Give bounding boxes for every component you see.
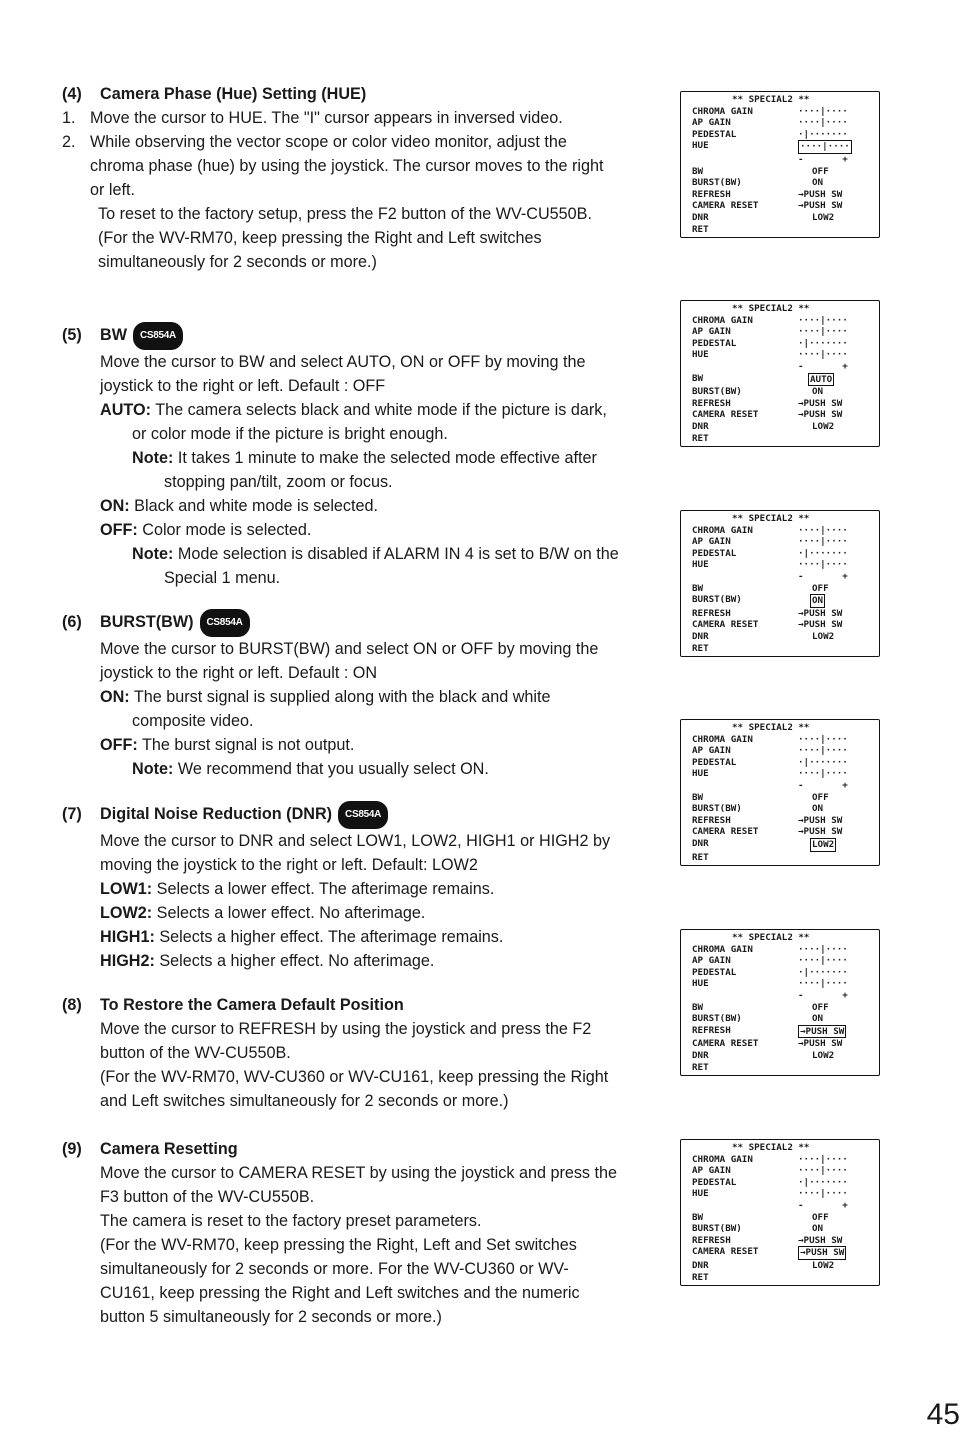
menu-cell: AP GAIN — [692, 326, 731, 338]
menu-cell: ····|···· — [798, 955, 848, 967]
menu-cell: ON — [812, 1013, 824, 1025]
menu-row — [692, 326, 879, 338]
menu-row — [692, 386, 879, 398]
menu-value-burst-on: ON — [812, 595, 824, 607]
menu-cell: →PUSH SW — [798, 826, 843, 838]
menu-cell: OFF — [812, 582, 829, 594]
reset-rm70: (For the WV-RM70, keep pressing the Right, Left and Set switches simultaneously for 2 seconds or more. For the WV-CU360 or WV-CU161, keep pressing the Right and Left switches and the numeric button 5 simultaneously for 2 seconds or more.) — [100, 1236, 580, 1326]
menu-cell — [692, 361, 798, 373]
menu-cell: BW — [692, 165, 704, 177]
menu-cell: OFF — [812, 1211, 829, 1223]
menu-row-hue — [692, 140, 879, 154]
menu-cell: LOW2 — [812, 1049, 835, 1061]
menu-cell: LOW2 — [812, 630, 835, 642]
section-reset — [62, 1137, 622, 1329]
section-burst — [62, 609, 622, 781]
menu-row — [692, 536, 879, 548]
menu-special2-camreset — [680, 1139, 880, 1286]
menu-cell: PEDESTAL — [692, 756, 737, 768]
step-2: 2. While observing the vector scope or color video monitor, adjust the chroma phase (hue) by using the joystick. The cursor moves to the right or left. — [62, 133, 604, 199]
menu-cell: - + — [798, 989, 848, 1001]
reset-text-2: The camera is reset to the factory preset parameters. — [100, 1212, 482, 1230]
menu-cell: ** SPECIAL2 ** — [732, 932, 810, 943]
menu-cell: ····|···· — [798, 536, 848, 548]
menu-row — [692, 1062, 879, 1074]
menu-row-apgain — [692, 117, 879, 129]
menu-cell: BURST(BW) — [692, 803, 742, 815]
menu-cell: ** SPECIAL2 ** — [732, 1142, 810, 1153]
menu-row — [692, 338, 879, 350]
menu-row — [692, 1025, 879, 1039]
refresh-text: Move the cursor to REFRESH by using the joystick and press the F2 button of the WV-CU550B. — [100, 1020, 592, 1062]
menu-cell: ····|···· — [798, 733, 848, 745]
menu-cell: RET — [692, 223, 709, 235]
menu-cell: DNR — [692, 630, 709, 642]
menu-row — [692, 433, 879, 445]
menu-cell: BW — [692, 791, 704, 803]
menu-row — [692, 944, 879, 956]
menu-cell: - + — [798, 153, 848, 165]
menu-cell: →PUSH SW — [798, 1038, 843, 1050]
menu-row — [692, 1002, 879, 1014]
menu-row — [692, 990, 879, 1002]
menu-row — [692, 631, 879, 643]
menu-cell: PEDESTAL — [692, 128, 737, 140]
reset-text: Move the cursor to CAMERA RESET by using the joystick and press the F3 button of the WV-CU550B. — [100, 1164, 618, 1206]
menu-cell: BURST(BW) — [692, 177, 742, 189]
bw-note-1: Note: It takes 1 minute to make the selected mode effective after stopping pan/tilt, zoom or focus. — [132, 449, 597, 491]
menu-row — [692, 1165, 879, 1177]
menu-row — [692, 838, 879, 852]
section-bw — [62, 322, 622, 590]
menu-cell: CHROMA GAIN — [692, 105, 753, 117]
menu-cell: HUE — [692, 1188, 709, 1200]
bw-on: ON: Black and white mode is selected. — [100, 497, 379, 515]
menu-cell: CHROMA GAIN — [692, 943, 753, 955]
menu-cell: CHROMA GAIN — [692, 733, 753, 745]
menu-row — [692, 1212, 879, 1224]
menu-cell: ····|···· — [798, 1153, 848, 1165]
menu-cell: ·|······· — [798, 547, 848, 559]
section-hue — [62, 82, 622, 274]
menu-row — [692, 815, 879, 827]
menu-cell: →PUSH SW — [798, 619, 843, 631]
menu-cell: BW — [692, 1001, 704, 1013]
menu-row — [692, 349, 879, 361]
section-refresh — [62, 993, 622, 1113]
menu-row-dnr — [692, 212, 879, 224]
menu-cell: BW — [692, 582, 704, 594]
menu-value-camreset-push: →PUSH SW — [800, 1247, 845, 1259]
menu-value-dnr-low2: LOW2 — [812, 838, 835, 850]
menu-cell: HUE — [692, 978, 709, 990]
menu-row — [692, 608, 879, 620]
hue-reset-text: To reset to the factory setup, press the F2 button of the WV-CU550B. — [98, 205, 592, 223]
menu-cell: BURST(BW) — [692, 594, 742, 606]
burst-on: ON: The burst signal is supplied along with the black and white composite video. — [100, 688, 551, 730]
menu-row — [692, 421, 879, 433]
menu-cell: →PUSH SW — [798, 409, 843, 421]
menu-cell: DNR — [692, 211, 709, 223]
menu-cell: - + — [798, 360, 848, 372]
heading-refresh: (8) To Restore the Camera Default Position — [62, 996, 404, 1014]
menu-row — [692, 594, 879, 608]
menu-row — [692, 1200, 879, 1212]
menu-cell: AP GAIN — [692, 955, 731, 967]
menu-cell: PEDESTAL — [692, 966, 737, 978]
menu-cell: CAMERA RESET — [692, 619, 759, 631]
bw-auto: AUTO: The camera selects black and white mode if the picture is dark, or color mode if the picture is bright enough. — [100, 401, 607, 443]
menu-cell: HUE — [692, 140, 709, 152]
menu-cell: →PUSH SW — [798, 188, 843, 200]
menu-row-chroma — [692, 106, 879, 118]
menu-cell: HUE — [692, 349, 709, 361]
menu-cell: AP GAIN — [692, 745, 731, 757]
menu-row — [692, 1013, 879, 1025]
model-badge: CS854A — [200, 609, 250, 637]
menu-value-refresh-push: →PUSH SW — [800, 1025, 845, 1037]
menu-row — [692, 1154, 879, 1166]
menu-cell: BW — [692, 1211, 704, 1223]
menu-cell: OFF — [812, 791, 829, 803]
bw-note-2: Note: Mode selection is disabled if ALARM IN 4 is set to B/W on the Special 1 menu. — [132, 545, 619, 587]
menu-row — [692, 978, 879, 990]
menu-value-bw-auto: AUTO — [810, 373, 833, 385]
menu-cell: - + — [798, 1199, 848, 1211]
menu-special2-dnr — [680, 719, 880, 866]
menu-row — [692, 559, 879, 571]
menu-row — [692, 643, 879, 655]
burst-off: OFF: The burst signal is not output. — [100, 736, 355, 754]
menu-cell: DNR — [692, 837, 709, 849]
menu-row — [692, 1038, 879, 1050]
section-dnr — [62, 801, 622, 973]
menu-cell: CAMERA RESET — [692, 826, 759, 838]
menu-row — [692, 525, 879, 537]
menu-row-ret — [692, 224, 879, 236]
menu-cell: CAMERA RESET — [692, 200, 759, 212]
menu-cell: →PUSH SW — [798, 814, 843, 826]
menu-cell: →PUSH SW — [798, 1234, 843, 1246]
menu-row — [692, 852, 879, 864]
menu-cell: CAMERA RESET — [692, 1038, 759, 1050]
refresh-rm70: (For the WV-RM70, WV-CU360 or WV-CU161, keep pressing the Right and Left switches simultaneously for 2 seconds or more.) — [100, 1068, 609, 1110]
menu-cell: CAMERA RESET — [692, 1246, 759, 1258]
menu-row — [692, 1246, 879, 1260]
menu-cell: ····|···· — [798, 745, 848, 757]
menu-row — [692, 780, 879, 792]
menu-cell: BURST(BW) — [692, 386, 742, 398]
dnr-intro: Move the cursor to DNR and select LOW1, LOW2, HIGH1 or HIGH2 by moving the joystick to the right or left. Default: LOW2 — [100, 832, 611, 874]
heading-burst: (6) BURST(BW) CS854A — [62, 609, 622, 637]
menu-cell: REFRESH — [692, 188, 731, 200]
menu-row — [692, 409, 879, 421]
menu-cell: LOW2 — [812, 1259, 835, 1271]
menu-cell: REFRESH — [692, 1234, 731, 1246]
menu-cell: RET — [692, 1271, 709, 1283]
menu-cell: ·|······· — [798, 1176, 848, 1188]
menu-cell: CHROMA GAIN — [692, 524, 753, 536]
menu-row — [692, 1177, 879, 1189]
menu-row — [692, 1235, 879, 1247]
menu-row — [692, 768, 879, 780]
menu-cell — [692, 1200, 798, 1212]
menu-row — [692, 1188, 879, 1200]
menu-cell: RET — [692, 1061, 709, 1073]
menu-cell: ·|······· — [798, 128, 848, 140]
menu-cell: REFRESH — [692, 607, 731, 619]
menu-special2-hue — [680, 91, 880, 238]
menu-cell: ····|···· — [798, 978, 848, 990]
menu-cell: PEDESTAL — [692, 1176, 737, 1188]
menu-cell: CAMERA RESET — [692, 409, 759, 421]
menu-cell: ····|···· — [798, 105, 848, 117]
menu-cell: ····|···· — [800, 141, 850, 153]
menu-row-refresh — [692, 189, 879, 201]
menu-cell: ····|···· — [798, 524, 848, 536]
menu-row — [692, 1223, 879, 1235]
menu-row — [692, 734, 879, 746]
menu-cell: ····|···· — [798, 349, 848, 361]
menu-cell: ON — [812, 386, 824, 398]
menu-cell: ····|···· — [798, 117, 848, 129]
menu-cell: PEDESTAL — [692, 337, 737, 349]
heading-hue: (4) Camera Phase (Hue) Setting (HUE) — [62, 85, 367, 103]
menu-cell: RET — [692, 642, 709, 654]
menu-row-bw — [692, 166, 879, 178]
menu-row — [692, 1272, 879, 1284]
menu-row — [692, 803, 879, 815]
dnr-high1: HIGH1: Selects a higher effect. The afterimage remains. — [100, 928, 504, 946]
menu-cell: ····|···· — [798, 326, 848, 338]
menu-cell: CHROMA GAIN — [692, 314, 753, 326]
menu-row — [692, 398, 879, 410]
model-badge: CS854A — [133, 322, 183, 350]
menu-cell: LOW2 — [812, 211, 835, 223]
menu-cell: PEDESTAL — [692, 547, 737, 559]
menu-cell: ON — [812, 177, 824, 189]
menu-cell: ** SPECIAL2 ** — [732, 513, 810, 524]
page-number: 45 — [926, 1398, 960, 1431]
menu-cell — [692, 990, 798, 1002]
bw-off: OFF: Color mode is selected. — [100, 521, 312, 539]
menu-row — [692, 757, 879, 769]
menu-row — [692, 548, 879, 560]
menu-cell: →PUSH SW — [798, 200, 843, 212]
menu-row — [692, 745, 879, 757]
menu-row — [692, 826, 879, 838]
menu-cell: ON — [812, 1223, 824, 1235]
dnr-high2: HIGH2: Selects a higher effect. No afterimage. — [100, 952, 435, 970]
menu-cell — [692, 154, 798, 166]
menu-cell: BURST(BW) — [692, 1013, 742, 1025]
step-1: 1. Move the cursor to HUE. The "I" cursor appears in inversed video. — [62, 109, 563, 127]
menu-cell: HUE — [692, 768, 709, 780]
dnr-low2: LOW2: Selects a lower effect. No afterimage. — [100, 904, 426, 922]
menu-row — [692, 1260, 879, 1272]
menu-row — [692, 315, 879, 327]
heading-reset: (9) Camera Resetting — [62, 1140, 238, 1158]
menu-row-burst — [692, 177, 879, 189]
menu-cell: OFF — [812, 1001, 829, 1013]
menu-row — [692, 583, 879, 595]
menu-cell: ····|···· — [798, 1165, 848, 1177]
menu-row-camreset — [692, 200, 879, 212]
burst-intro: Move the cursor to BURST(BW) and select ON or OFF by moving the joystick to the right or left. Default : ON — [100, 640, 599, 682]
menu-cell: ** SPECIAL2 ** — [732, 303, 810, 314]
heading-dnr: (7) Digital Noise Reduction (DNR) CS854A — [62, 801, 622, 829]
menu-cell: - + — [798, 779, 848, 791]
menu-cell: ·|······· — [798, 966, 848, 978]
menu-title: ** SPECIAL2 ** — [732, 94, 810, 105]
menu-cell: AP GAIN — [692, 536, 731, 548]
menu-row — [692, 619, 879, 631]
menu-cell: CHROMA GAIN — [692, 1153, 753, 1165]
menu-cell: ON — [812, 803, 824, 815]
menu-special2-burst — [680, 510, 880, 657]
menu-cell: →PUSH SW — [798, 607, 843, 619]
menu-row — [692, 571, 879, 583]
menu-cell: BW — [692, 372, 704, 384]
menu-cell: ····|···· — [798, 314, 848, 326]
menu-cell: DNR — [692, 420, 709, 432]
menu-cell: ·|······· — [798, 337, 848, 349]
menu-cell: ·|······· — [798, 756, 848, 768]
menu-cell: REFRESH — [692, 397, 731, 409]
menu-cell: OFF — [812, 165, 829, 177]
menu-cell: ····|···· — [798, 768, 848, 780]
menu-cell: RET — [692, 432, 709, 444]
heading-bw: (5) BW CS854A — [62, 322, 622, 350]
menu-row-pedestal — [692, 129, 879, 141]
menu-cell: BURST(BW) — [692, 1223, 742, 1235]
menu-cell: - + — [798, 570, 848, 582]
menu-cell: ····|···· — [798, 1188, 848, 1200]
menu-cell: RET — [692, 851, 709, 863]
bw-intro: Move the cursor to BW and select AUTO, ON or OFF by moving the joystick to the right or left. Default : OFF — [100, 353, 586, 395]
dnr-low1: LOW1: Selects a lower effect. The afterimage remains. — [100, 880, 495, 898]
menu-cell: ····|···· — [798, 559, 848, 571]
menu-row — [692, 361, 879, 373]
menu-row — [692, 792, 879, 804]
menu-row — [692, 967, 879, 979]
menu-row — [692, 955, 879, 967]
menu-cell: DNR — [692, 1259, 709, 1271]
menu-cell: REFRESH — [692, 1024, 731, 1036]
menu-cell: →PUSH SW — [798, 397, 843, 409]
menu-cell — [692, 780, 798, 792]
menu-cell: HUE — [692, 559, 709, 571]
menu-cell: ····|···· — [798, 943, 848, 955]
menu-row-scale — [692, 154, 879, 166]
menu-cell: ** SPECIAL2 ** — [732, 722, 810, 733]
menu-cell: AP GAIN — [692, 117, 731, 129]
hue-rm70-text: (For the WV-RM70, keep pressing the Right and Left switches simultaneously for 2 seconds or more.) — [98, 229, 542, 271]
menu-cell: AP GAIN — [692, 1165, 731, 1177]
menu-special2-refresh — [680, 929, 880, 1076]
menu-special2-bw — [680, 300, 880, 447]
menu-cell: REFRESH — [692, 814, 731, 826]
menu-row — [692, 1050, 879, 1062]
menu-cell — [692, 571, 798, 583]
model-badge: CS854A — [338, 801, 388, 829]
menu-cell: LOW2 — [812, 420, 835, 432]
burst-note: Note: We recommend that you usually select ON. — [132, 760, 489, 778]
menu-row — [692, 373, 879, 387]
menu-cell: DNR — [692, 1049, 709, 1061]
